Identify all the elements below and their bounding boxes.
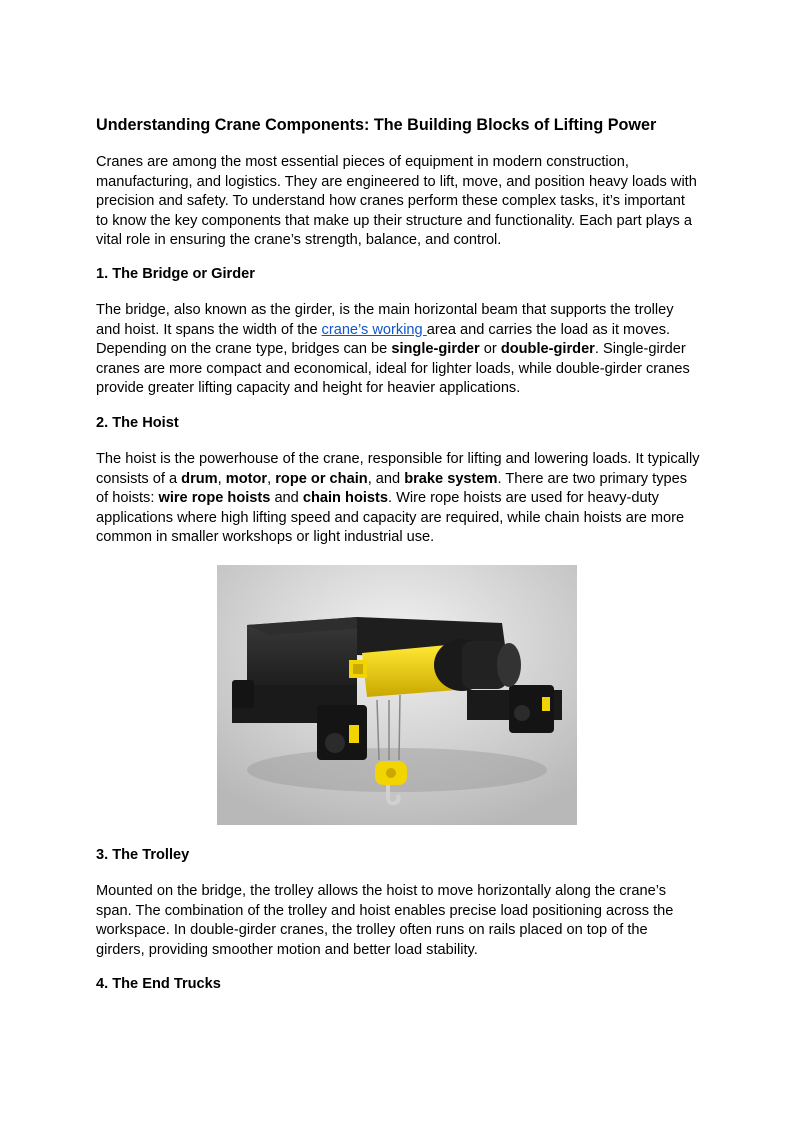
hoist-text-b: . There are two primary types of hoists: [96, 470, 688, 507]
drum-term: drum [181, 470, 218, 487]
intro-text: Cranes are among the most essential pieces of equipment in modern construction, manufacturing, and logistics. They are engineered to lift, move, and position heavy loads with precision and safety. To understand how cranes perform these complex tasks, it’s important to know the key components that make up their structure and functionality. Each part plays a vital role in ensuring the crane’s strength, balance, and control. [96, 154, 697, 249]
page-title: Understanding Crane Components: The Building Blocks of Lifting Power [96, 116, 657, 134]
section-heading-bridge: 1. The Bridge or Girder [96, 266, 255, 282]
chain-hoists-term: chain hoists [302, 490, 389, 507]
hoist-text-c: . Wire rope hoists are used for heavy-duty applications where high lifting speed and capacity are required, while chain hoists are more common in smaller workshops or light industrial use. [96, 490, 685, 546]
bridge-text [96, 301, 700, 399]
bridge-text-a: The bridge, also known as the girder, is the main horizontal beam that supports the trolley and hoist. It spans the width of the [96, 302, 674, 338]
double-girder-term: double-girder [500, 341, 595, 358]
bridge-paragraph [96, 301, 700, 399]
hoist-sep-3: , and [367, 470, 405, 487]
rope-or-chain-term: rope or chain [275, 470, 368, 487]
intro-paragraph [96, 153, 700, 251]
section-bridge [96, 265, 700, 285]
motor-term: motor [225, 470, 268, 487]
hoist-text-a: The hoist is the powerhouse of the crane, responsible for lifting and lowering loads. It typically consists of a [96, 451, 700, 487]
brake-system-term: brake system [404, 470, 498, 487]
hoist-sep-2: , [267, 470, 276, 487]
hoist-sep-1: , [217, 470, 226, 487]
single-girder-term: single-girder [391, 341, 480, 358]
hoist-sep-4: and [270, 490, 303, 507]
section-heading-trolley: 3. The Trolley [96, 847, 190, 863]
hoist-paragraph [96, 450, 700, 548]
wire-rope-hoists-term: wire rope hoists [158, 490, 271, 507]
section-heading-hoist: 2. The Hoist [96, 415, 179, 431]
section-trolley [96, 846, 700, 866]
section-heading-end-trucks: 4. The End Trucks [96, 976, 221, 992]
bridge-text-c: or [479, 341, 501, 358]
bridge-text-b: area and carries the load as it moves. Depending on the crane type, bridges can be [96, 321, 671, 358]
section-end-trucks [96, 975, 700, 995]
bridge-text-d: . Single-girder cranes are more compact and economical, ideal for lighter loads, while double-girder cranes provide greater lifting capacity and height for heavier applications. [96, 341, 690, 397]
section-hoist [96, 414, 700, 434]
hoist-text [96, 450, 700, 548]
trolley-text: Mounted on the bridge, the trolley allows the hoist to move horizontally along the crane’s span. The combination of the trolley and hoist enables precise load positioning across the workspace. In double-girder cranes, the trolley often runs on rails placed on top of the girders, providing smoother motion and better load stability. [96, 883, 674, 958]
trolley-paragraph [96, 882, 700, 960]
cranes-working-link[interactable]: crane’s working [321, 321, 427, 338]
crane-hoist-image [217, 565, 577, 825]
